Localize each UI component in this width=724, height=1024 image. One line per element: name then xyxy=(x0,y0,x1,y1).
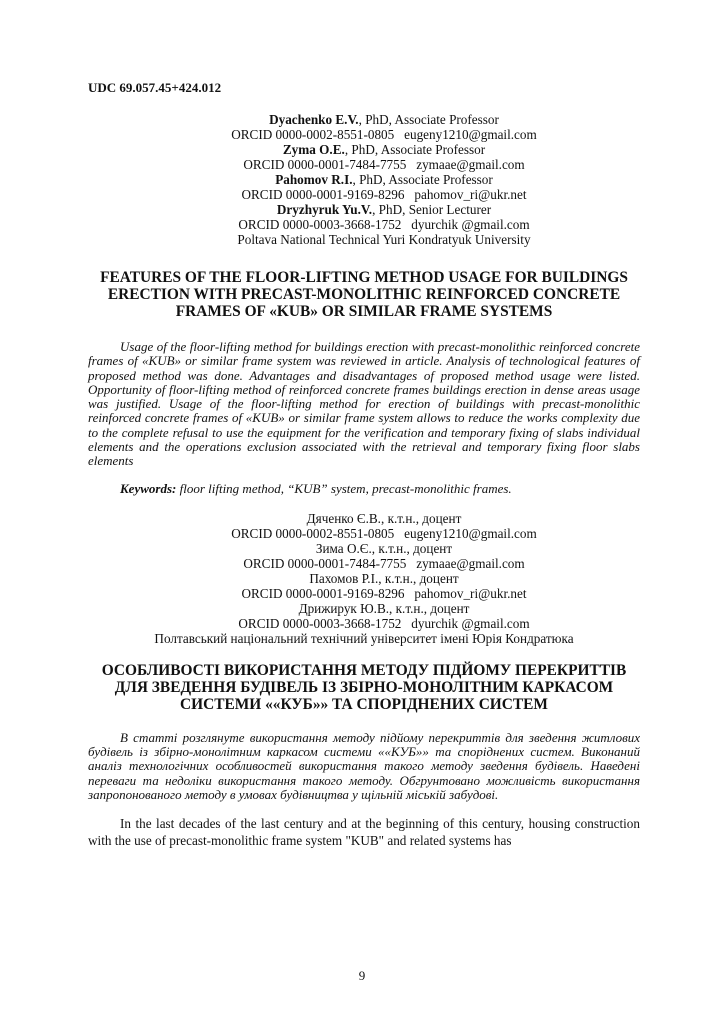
body-paragraph: In the last decades of the last century and at the beginning of this century, housing construction with the use of precast-monolithic frame system "KUB" and related systems has xyxy=(88,816,640,848)
author-name: Zyma O.E. xyxy=(282,142,345,157)
author-name: Pahomov R.I. xyxy=(275,172,353,187)
author-name: Dyachenko E.V. xyxy=(269,112,359,127)
paper-title-en: FEATURES OF THE FLOOR-LIFTING METHOD USAGE FOR BUILDINGS ERECTION WITH PRECAST-MONOLITHIC REINFORCED CONCRETE FRAMES OF «KUB» OR SIMILAR FRAME SYSTEMS xyxy=(100,269,628,320)
author-orcid: ORCID 0000-0002-8551-0805 eugeny1210@gmail.com xyxy=(231,127,537,142)
authors-en xyxy=(128,112,640,247)
affiliation-en: Poltava National Technical Yuri Kondratyuk University xyxy=(237,232,531,247)
keywords xyxy=(88,481,640,497)
abstract-uk: В статті розглянуте використання методу підйому перекриттів для зведення житлових будівель із збірно-монолітним каркасом системи ««КУБ»» та споріднених систем. Виконаний аналіз технологічних особливостей використання такого методу зведення будівель. Наведені переваги та недоліки використання такого методу. Обгрунтовано можливість використання запропонованого методу в умовах будівництва у щільній міській забудові. xyxy=(88,729,640,802)
author-orcid: ORCID 0000-0003-3668-1752 dyurchik @gmail.com xyxy=(238,615,530,631)
author-name: Dryzhyruk Yu.V. xyxy=(276,202,373,217)
author-3 xyxy=(128,172,640,187)
affiliation-uk: Полтавський національний технічний університет імені Юрія Кондратюка xyxy=(154,630,574,646)
keywords-text: floor lifting method, “KUB” system, precast-monolithic frames. xyxy=(176,480,512,496)
paper-title-uk: ОСОБЛИВОСТІ ВИКОРИСТАННЯ МЕТОДУ ПІДЙОМУ ПЕРЕКРИТТІВ ДЛЯ ЗВЕДЕННЯ БУДІВЕЛЬ ІЗ ЗБІРНО-МОНОЛІТНИМ КАРКАСОМ СИСТЕМИ ««КУБ»» ТА СПОРІДНЕНИХ СИСТЕМ xyxy=(101,661,627,713)
author-2 xyxy=(128,142,640,157)
author-orcid: ORCID 0000-0003-3668-1752 dyurchik @gmail.com xyxy=(238,217,530,232)
author-4 xyxy=(128,202,640,217)
author-orcid: ORCID 0000-0001-7484-7755 zymaae@gmail.com xyxy=(243,555,525,571)
author-position: , PhD, Senior Lecturer xyxy=(372,202,492,217)
author-uk-4: Дрижирук Ю.В., к.т.н., доцент xyxy=(298,600,470,616)
udc-code: UDC 69.057.45+424.012 xyxy=(88,80,222,95)
paper-page xyxy=(88,80,640,849)
author-orcid: ORCID 0000-0002-8551-0805 eugeny1210@gmail.com xyxy=(231,525,537,541)
abstract-en: Usage of the floor-lifting method for buildings erection with precast-monolithic reinforced concrete frames of «KUB» or similar frame system was reviewed in article. Analysis of technological features of proposed method was done. Advantages and disadvantages of proposed method usage were listed. Opportunity of floor-lifting method of reinforced concrete frames buildings erection in dense areas usage was justified. Usage of the floor-lifting method for erection of buildings with precast-monolithic reinforced concrete frames of «KUB» or similar frame system allows to reduce the works complexity due to the complete refusal to use the equipment for the verification and temporary fixing of slabs individual elements and the operations exclusion associated with the retrieval and temporary fixing floor slabs elements xyxy=(88,339,640,469)
author-orcid: ORCID 0000-0001-9169-8296 pahomov_ri@ukr.net xyxy=(241,187,527,202)
author-uk-1: Дяченко Є.В., к.т.н., доцент xyxy=(306,510,462,526)
author-uk-3: Пахомов Р.І., к.т.н., доцент xyxy=(309,570,459,586)
author-1 xyxy=(128,112,640,127)
page-number: 9 xyxy=(358,968,366,983)
author-uk-2: Зима О.Є., к.т.н., доцент xyxy=(315,540,453,556)
author-position: , PhD, Associate Professor xyxy=(344,142,486,157)
author-orcid: ORCID 0000-0001-9169-8296 pahomov_ri@ukr.net xyxy=(241,585,527,601)
author-position: , PhD, Associate Professor xyxy=(352,172,493,187)
author-orcid: ORCID 0000-0001-7484-7755 zymaae@gmail.com xyxy=(243,157,525,172)
authors-uk xyxy=(128,511,640,646)
keywords-label: Keywords: xyxy=(120,480,177,496)
author-position: , PhD, Associate Professor xyxy=(358,112,499,127)
